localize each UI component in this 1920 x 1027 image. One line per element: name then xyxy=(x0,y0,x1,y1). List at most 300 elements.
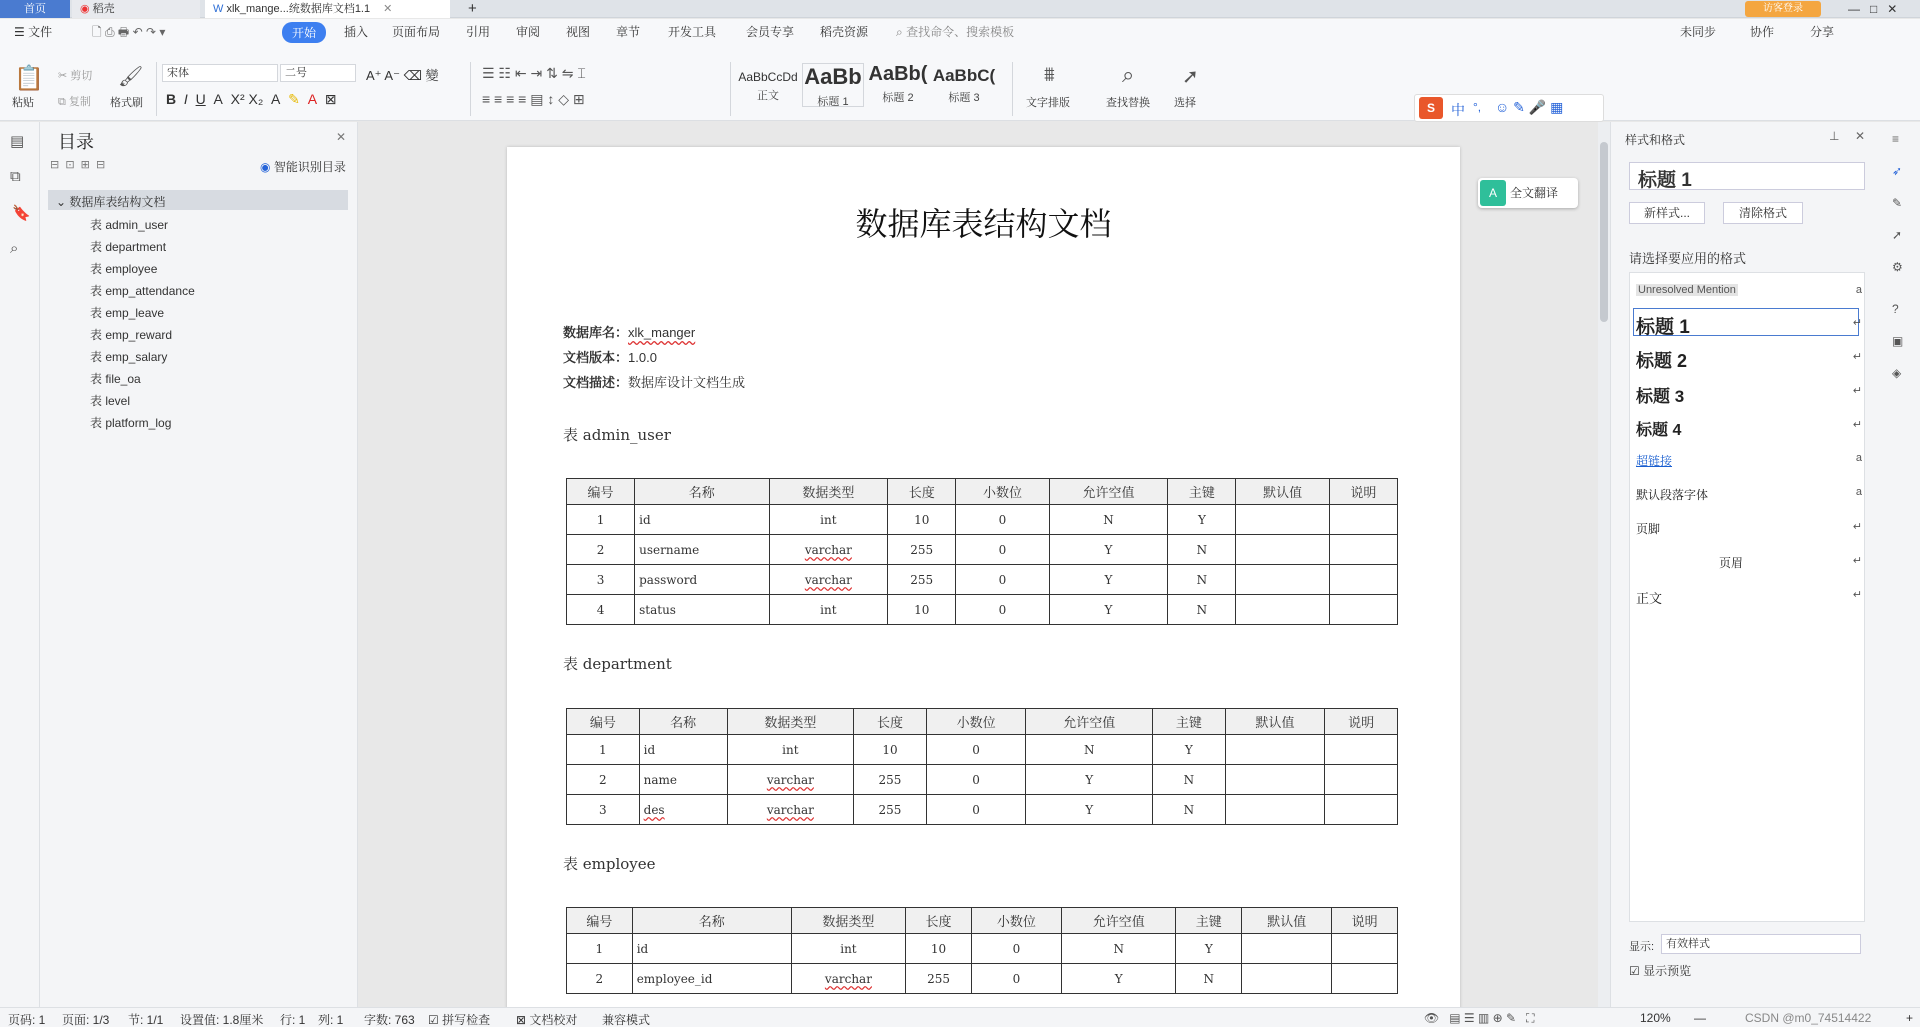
font-size-select[interactable]: 二号 xyxy=(280,64,356,82)
table-cell[interactable]: N xyxy=(1168,595,1236,625)
table-row[interactable] xyxy=(567,735,1398,765)
table-row[interactable] xyxy=(567,505,1398,535)
table-cell[interactable]: Y xyxy=(1168,505,1236,535)
table-cell[interactable] xyxy=(791,964,905,994)
table-header-cell: 数据类型 xyxy=(727,709,854,735)
spell-flagged-text: varchar xyxy=(766,802,814,817)
table-cell[interactable]: 4 xyxy=(567,595,635,625)
status-setting: 设置值: 1.8厘米 xyxy=(180,1013,264,1027)
style-item[interactable]: 超链接 xyxy=(1636,454,1673,468)
table-row[interactable] xyxy=(567,565,1398,595)
table-cell[interactable]: 255 xyxy=(854,795,927,825)
style-heading1-preview: AaBb xyxy=(804,64,862,89)
char-icon: a xyxy=(1855,452,1862,464)
watermark: CSDN @m0_74514422 xyxy=(1745,1011,1872,1025)
style-heading3-preview: AaBbC( xyxy=(932,66,996,85)
spell-flagged-text: varchar xyxy=(804,572,852,587)
style-heading1-name: 标题 1 xyxy=(817,96,849,108)
table-cell[interactable]: username xyxy=(635,535,769,565)
table-cell[interactable]: 0 xyxy=(971,964,1061,994)
spell-flagged-text: des xyxy=(643,802,665,817)
table-cell[interactable]: N xyxy=(1168,565,1236,595)
tab-daoke[interactable] xyxy=(72,0,200,18)
table-header-cell: 主键 xyxy=(1153,709,1226,735)
format-painter-icon: 🖌 xyxy=(118,66,144,88)
close-icon[interactable]: ✕ xyxy=(383,3,393,15)
table-cell[interactable] xyxy=(1242,934,1332,964)
search-box[interactable] xyxy=(896,23,1014,40)
view-mode-icons[interactable]: 👁 ▤ ☰ ▥ ⊕ ✎ ⛶ xyxy=(1424,1011,1535,1025)
menu-resources[interactable]: 稻壳资源 xyxy=(820,25,869,39)
style-item[interactable]: Unresolved Mention xyxy=(1638,284,1736,296)
font-family-select[interactable]: 宋体 xyxy=(162,64,278,82)
show-label: 显示: xyxy=(1629,941,1655,953)
table-cell[interactable] xyxy=(1236,595,1329,625)
divider xyxy=(156,62,157,116)
style-item[interactable]: 默认段落字体 xyxy=(1636,488,1709,502)
status-words[interactable]: 字数: 763 xyxy=(364,1013,415,1027)
table-header-cell: 长度 xyxy=(854,709,927,735)
toc-item[interactable]: 表 employee xyxy=(90,262,158,276)
table-cell[interactable]: 10 xyxy=(906,934,972,964)
show-select[interactable]: 有效样式 xyxy=(1661,934,1861,954)
toc-item[interactable]: 表 emp_salary xyxy=(90,350,168,364)
table-header-cell: 允许空值 xyxy=(1061,908,1175,934)
smart-toc-label: 智能识别目录 xyxy=(273,160,346,174)
toc-icon[interactable]: ▤ xyxy=(10,133,25,150)
close-icon[interactable]: ✕ xyxy=(1855,129,1866,143)
smart-toc-button[interactable] xyxy=(260,158,346,175)
table-cell[interactable]: Y xyxy=(1176,934,1242,964)
table-header-cell: 允许空值 xyxy=(1026,709,1153,735)
table-cell[interactable]: 10 xyxy=(888,595,956,625)
search-icon[interactable]: ⌕ xyxy=(10,240,19,257)
location-icon[interactable]: ◈ xyxy=(1892,366,1902,380)
table-cell[interactable]: 0 xyxy=(926,795,1026,825)
proofread-label: 文档校对 xyxy=(529,1013,578,1027)
table-cell[interactable]: employee_id xyxy=(632,964,791,994)
help-icon[interactable]: ? xyxy=(1892,302,1899,316)
table-cell[interactable]: password xyxy=(635,565,769,595)
right-icon-strip xyxy=(1880,122,1920,1007)
sogou-logo-icon: S xyxy=(1419,97,1443,119)
table-header-cell: 数据类型 xyxy=(791,908,905,934)
table-department[interactable] xyxy=(566,708,1398,825)
spell-flagged-text: varchar xyxy=(766,772,814,787)
toc-root-label: ⌄ 数据库表结构文档 xyxy=(56,195,166,209)
table-cell[interactable]: name xyxy=(639,765,727,795)
char-icon: a xyxy=(1855,284,1862,296)
paste-button[interactable]: 粘贴 xyxy=(12,97,34,109)
find-replace-button[interactable]: 查找替换 xyxy=(1106,97,1150,109)
return-icon: ↵ xyxy=(1852,521,1862,533)
close-icon[interactable]: ✕ xyxy=(336,130,347,144)
preview-label: 显示预览 xyxy=(1643,964,1692,978)
table-header-cell: 编号 xyxy=(567,479,635,505)
copy-button[interactable]: ⧉ 复制 xyxy=(58,96,91,108)
style-item[interactable]: 正文 xyxy=(1636,591,1663,606)
table-row[interactable] xyxy=(567,595,1398,625)
table-cell[interactable]: 1 xyxy=(567,735,640,765)
ime-punctuation[interactable]: °, xyxy=(1473,100,1482,114)
menu-member[interactable]: 会员专享 xyxy=(746,25,795,39)
table-cell[interactable]: 255 xyxy=(854,765,927,795)
status-page: 页码: 1 xyxy=(8,1013,46,1027)
style-heading3[interactable] xyxy=(932,66,996,110)
table-header-row xyxy=(567,908,1398,934)
menu-file-label: 文件 xyxy=(28,25,53,39)
meta-value: xlk_manger xyxy=(628,325,696,340)
style-item[interactable]: 标题 3 xyxy=(1636,387,1685,406)
copy-label: 复制 xyxy=(68,96,91,108)
pin-icon[interactable]: ⊥ xyxy=(1829,129,1840,143)
spell-flagged-text: varchar xyxy=(804,542,852,557)
table-cell[interactable]: N xyxy=(1176,964,1242,994)
table-cell[interactable]: 0 xyxy=(956,505,1049,535)
table-cell[interactable] xyxy=(727,765,854,795)
spell-check-button[interactable]: ☑ 拼写检查 xyxy=(428,1013,491,1027)
smart-icon: ◉ xyxy=(260,160,271,174)
writer-icon: W xyxy=(213,3,224,15)
table-header-cell: 名称 xyxy=(635,479,769,505)
format-painter-button[interactable]: 格式刷 xyxy=(110,97,143,109)
daoke-icon: ◉ xyxy=(80,3,90,15)
menu-reference[interactable]: 引用 xyxy=(466,25,491,39)
style-body-preview: AaBbCcDd xyxy=(738,70,798,84)
table-cell[interactable] xyxy=(1325,765,1398,795)
menu-view[interactable]: 视图 xyxy=(566,25,591,39)
char-icon: a xyxy=(1855,486,1862,498)
preview-checkbox[interactable]: ☑ 显示预览 xyxy=(1629,964,1692,978)
table-cell[interactable]: 255 xyxy=(888,535,956,565)
table-cell[interactable]: 0 xyxy=(956,535,1049,565)
tab-bar xyxy=(0,0,1920,18)
table-cell[interactable] xyxy=(1236,505,1329,535)
table-cell[interactable]: Y xyxy=(1153,735,1226,765)
table-cell[interactable]: 0 xyxy=(956,595,1049,625)
table-cell[interactable]: N xyxy=(1049,505,1168,535)
table-cell[interactable] xyxy=(769,565,888,595)
table-cell[interactable] xyxy=(1225,795,1325,825)
return-icon: ↵ xyxy=(1852,385,1862,397)
toc-item[interactable]: 表 emp_attendance xyxy=(90,284,195,298)
guest-login-button[interactable]: 访客登录 xyxy=(1745,1,1821,17)
text-layout-icon: ⩩ xyxy=(1044,64,1055,86)
style-heading2-name: 标题 2 xyxy=(882,92,914,104)
table-heading: 表 admin_user xyxy=(563,426,671,444)
table-cell[interactable] xyxy=(639,795,727,825)
table-row[interactable] xyxy=(567,535,1398,565)
menu-chapter[interactable]: 章节 xyxy=(616,25,641,39)
table-cell[interactable]: int xyxy=(769,505,888,535)
ime-tools-icons[interactable]: ☺ ✎ 🎤 ▦ xyxy=(1495,99,1564,115)
toc-item[interactable]: 表 department xyxy=(90,240,167,254)
tab-document-label: xlk_mange...统数据库文档1.1 xyxy=(226,3,371,15)
style-item[interactable]: 页脚 xyxy=(1636,522,1661,536)
menu-insert[interactable]: 插入 xyxy=(344,25,369,39)
menu-file[interactable]: ☰ 文件 xyxy=(14,25,53,39)
table-cell[interactable]: 255 xyxy=(906,964,972,994)
align-tools[interactable]: ≡ ≡ ≡ ≡ ▤ ↕ ◇ ⊞ xyxy=(482,91,585,107)
zoom-in-button[interactable]: + xyxy=(1906,1011,1914,1025)
table-header-cell: 主键 xyxy=(1176,908,1242,934)
table-cell[interactable]: 1 xyxy=(567,934,633,964)
document-page[interactable] xyxy=(507,147,1460,1027)
table-cell[interactable]: 3 xyxy=(567,565,635,595)
ime-toolbar[interactable] xyxy=(1414,94,1604,122)
document-title: 数据库表结构文档 xyxy=(855,205,1112,243)
table-cell[interactable]: 0 xyxy=(926,735,1026,765)
table-cell[interactable]: N xyxy=(1061,934,1175,964)
table-header-cell: 小数位 xyxy=(926,709,1026,735)
meta-value: 数据库设计文档生成 xyxy=(628,375,746,390)
table-header-cell: 默认值 xyxy=(1242,908,1332,934)
paste-icon: 📋 xyxy=(14,65,44,92)
translate-icon: A xyxy=(1480,180,1506,206)
zoom-level[interactable]: 120% xyxy=(1640,1011,1671,1025)
table-header-cell: 数据类型 xyxy=(769,479,888,505)
style-item[interactable]: 标题 1 xyxy=(1636,317,1690,338)
scrollbar-thumb[interactable] xyxy=(1600,142,1608,322)
table-heading: 表 department xyxy=(563,655,672,673)
clear-format-button[interactable]: 清除格式 xyxy=(1723,202,1803,224)
table-cell[interactable]: 1 xyxy=(567,505,635,535)
table-header-cell: 小数位 xyxy=(956,479,1049,505)
divider xyxy=(470,62,471,116)
table-cell[interactable] xyxy=(769,535,888,565)
table-cell[interactable] xyxy=(1325,795,1398,825)
table-cell[interactable]: status xyxy=(635,595,769,625)
font-style-tools[interactable]: B I U A X² X₂ A ✎ A ⊠ xyxy=(166,91,337,107)
table-cell[interactable]: N xyxy=(1153,765,1226,795)
table-cell[interactable]: Y xyxy=(1026,765,1153,795)
cut-label: 剪切 xyxy=(70,70,93,82)
table-cell[interactable] xyxy=(1332,964,1398,994)
search-placeholder: 查找命令、搜索模板 xyxy=(906,25,1015,39)
table-header-cell: 说明 xyxy=(1329,479,1397,505)
translate-label: 全文翻译 xyxy=(1510,186,1559,200)
status-col: 列: 1 xyxy=(318,1013,344,1027)
style-item[interactable]: 标题 2 xyxy=(1636,351,1688,371)
style-heading3-name: 标题 3 xyxy=(948,92,980,104)
current-style-select[interactable]: 标题 1 xyxy=(1629,162,1865,190)
style-item[interactable]: 页眉 xyxy=(1719,556,1744,570)
table-cell[interactable] xyxy=(1236,535,1329,565)
menu-review[interactable]: 审阅 xyxy=(516,25,541,39)
table-cell[interactable] xyxy=(1329,565,1397,595)
spell-check-label: 拼写检查 xyxy=(442,1013,491,1027)
table-cell[interactable] xyxy=(1329,505,1397,535)
table-cell[interactable]: 3 xyxy=(567,795,640,825)
cursor-icon: ➚ xyxy=(1182,66,1199,88)
table-cell[interactable]: 10 xyxy=(888,505,956,535)
table-cell[interactable]: Y xyxy=(1049,535,1168,565)
table-row[interactable] xyxy=(567,795,1398,825)
style-item[interactable]: 标题 4 xyxy=(1636,422,1682,439)
table-cell[interactable]: 2 xyxy=(567,964,633,994)
style-edit-icon[interactable]: ✎ xyxy=(1892,196,1903,210)
table-row[interactable] xyxy=(567,934,1398,964)
meta-description xyxy=(563,372,745,391)
meta-key: 数据库名： xyxy=(563,325,629,340)
table-cell[interactable]: Y xyxy=(1026,795,1153,825)
table-header-cell: 说明 xyxy=(1325,709,1398,735)
toc-title: 目录 xyxy=(58,132,94,152)
table-header-cell: 允许空值 xyxy=(1049,479,1168,505)
table-cell[interactable]: N xyxy=(1168,535,1236,565)
toc-item[interactable]: 表 emp_reward xyxy=(90,328,173,342)
table-cell[interactable]: Y xyxy=(1061,964,1175,994)
new-style-button[interactable]: 新样式... xyxy=(1629,202,1705,224)
table-cell[interactable] xyxy=(727,795,854,825)
collaborate-button[interactable]: 协作 xyxy=(1750,25,1775,39)
table-header-row xyxy=(567,479,1398,505)
return-icon: ↵ xyxy=(1852,317,1862,329)
styles-panel xyxy=(1610,122,1880,1007)
table-cell[interactable]: 0 xyxy=(956,565,1049,595)
table-cell[interactable] xyxy=(1329,595,1397,625)
ime-mode[interactable]: 中 xyxy=(1451,102,1465,118)
menu-bar xyxy=(0,19,1920,43)
font-size-tools[interactable]: A⁺ A⁻ ⌫ 變 xyxy=(366,68,439,83)
settings-icon[interactable]: ⚙ xyxy=(1892,260,1903,274)
table-cell[interactable]: 2 xyxy=(567,535,635,565)
table-employee[interactable] xyxy=(566,907,1398,994)
tab-daoke-label: 稻壳 xyxy=(92,3,115,15)
toc-tools[interactable]: ⊟ ⊡ ⊞ ⊟ xyxy=(50,159,106,171)
table-cell[interactable] xyxy=(1236,565,1329,595)
vertical-scrollbar[interactable] xyxy=(1598,122,1610,1007)
divider xyxy=(1012,62,1013,116)
table-cell[interactable] xyxy=(1332,934,1398,964)
style-heading2[interactable] xyxy=(866,63,930,107)
table-cell[interactable]: N xyxy=(1026,735,1153,765)
table-row[interactable] xyxy=(567,765,1398,795)
style-body[interactable] xyxy=(736,70,800,114)
styles-panel-title: 样式和格式 xyxy=(1625,133,1686,147)
meta-key: 文档描述： xyxy=(563,375,629,390)
style-heading1[interactable] xyxy=(802,63,864,107)
table-cell[interactable]: 2 xyxy=(567,765,640,795)
table-cell[interactable] xyxy=(1225,765,1325,795)
image-icon[interactable]: ▣ xyxy=(1892,334,1904,348)
table-cell[interactable] xyxy=(1325,735,1398,765)
sync-status[interactable]: 未同步 xyxy=(1680,25,1717,39)
toc-item[interactable]: 表 platform_log xyxy=(90,416,172,430)
table-cell[interactable]: 255 xyxy=(888,565,956,595)
table-header-cell: 默认值 xyxy=(1236,479,1329,505)
table-cell[interactable]: id xyxy=(632,934,791,964)
proofread-button[interactable]: ⊠ 文档校对 xyxy=(516,1013,578,1027)
share-button[interactable]: 分享 xyxy=(1810,25,1835,39)
return-icon: ↵ xyxy=(1852,351,1862,363)
table-header-cell: 主键 xyxy=(1168,479,1236,505)
translate-button[interactable] xyxy=(1478,178,1578,208)
style-prompt: 请选择要应用的格式 xyxy=(1629,251,1747,266)
table-header-cell: 名称 xyxy=(639,709,727,735)
quick-access-icons[interactable]: 🗋 ⎙ 🖶 ↶ ↷ ▾ xyxy=(92,25,166,39)
search-icon: ⌕ xyxy=(896,25,903,39)
bookmark-icon[interactable]: 🔖 xyxy=(12,205,31,222)
table-cell[interactable]: Y xyxy=(1049,565,1168,595)
table-header-cell: 长度 xyxy=(888,479,956,505)
menu-layout[interactable]: 页面布局 xyxy=(392,25,441,39)
table-cell[interactable]: 0 xyxy=(971,934,1061,964)
toc-item[interactable]: 表 admin_user xyxy=(90,218,169,232)
tab-document[interactable] xyxy=(205,0,450,18)
navigation-icon[interactable]: ⧉ xyxy=(10,168,21,185)
table-cell[interactable]: int xyxy=(791,934,905,964)
zoom-out-button[interactable]: — xyxy=(1694,1011,1706,1025)
toc-item[interactable]: 表 level xyxy=(90,394,131,408)
table-header-row xyxy=(567,709,1398,735)
text-layout-button[interactable]: 文字排版 xyxy=(1026,97,1070,109)
table-cell[interactable] xyxy=(1329,535,1397,565)
toc-root-text: 数据库表结构文档 xyxy=(69,195,166,209)
spell-flagged-text: varchar xyxy=(824,971,872,986)
table-header-cell: 长度 xyxy=(906,908,972,934)
table-cell[interactable]: N xyxy=(1153,795,1226,825)
table-cell[interactable]: int xyxy=(727,735,854,765)
menu-start[interactable]: 开始 xyxy=(282,22,326,43)
table-admin-user[interactable] xyxy=(566,478,1398,625)
table-cell[interactable] xyxy=(1242,964,1332,994)
meta-value: 1.0.0 xyxy=(628,350,657,365)
cut-button[interactable]: ✂ 剪切 xyxy=(58,70,93,82)
style-heading2-preview: AaBb( xyxy=(868,63,928,85)
table-cell[interactable]: id xyxy=(639,735,727,765)
menu-icon[interactable]: ≡ xyxy=(1892,132,1900,146)
status-bar xyxy=(0,1007,1920,1027)
rocket-icon[interactable]: ➶ xyxy=(1892,164,1903,178)
compat-mode: 兼容模式 xyxy=(602,1013,651,1027)
tab-home[interactable]: 首页 xyxy=(0,0,70,18)
table-header-cell: 小数位 xyxy=(971,908,1061,934)
style-body-name: 正文 xyxy=(757,90,779,102)
table-header-cell: 编号 xyxy=(567,709,640,735)
new-tab-button[interactable]: + xyxy=(468,0,477,17)
return-icon: ↵ xyxy=(1852,419,1862,431)
menu-devtools[interactable]: 开发工具 xyxy=(668,25,717,39)
table-cell[interactable]: 0 xyxy=(926,765,1026,795)
toc-panel xyxy=(40,122,358,1007)
table-heading: 表 employee xyxy=(563,855,656,873)
table-row[interactable] xyxy=(567,964,1398,994)
table-header-cell: 名称 xyxy=(632,908,791,934)
table-header-cell: 说明 xyxy=(1332,908,1398,934)
table-cell[interactable]: int xyxy=(769,595,888,625)
window-controls[interactable]: — □ ✕ xyxy=(1848,2,1898,16)
table-cell[interactable] xyxy=(1225,735,1325,765)
select-button[interactable]: 选择 xyxy=(1174,97,1196,109)
status-row: 行: 1 xyxy=(280,1013,306,1027)
list-tools[interactable]: ☰ ☷ ⇤ ⇥ ⇅ ⇋ ⌶ xyxy=(482,65,586,81)
select-icon[interactable]: ➚ xyxy=(1892,228,1903,242)
toc-item[interactable]: 表 emp_leave xyxy=(90,306,165,320)
status-pages[interactable]: 页面: 1/3 xyxy=(62,1013,110,1027)
find-icon: ⌕ xyxy=(1122,62,1135,87)
return-icon: ↵ xyxy=(1852,555,1862,567)
return-icon: ↵ xyxy=(1852,589,1862,601)
table-cell[interactable]: 10 xyxy=(854,735,927,765)
table-cell[interactable]: id xyxy=(635,505,769,535)
divider xyxy=(730,62,731,116)
toc-item[interactable]: 表 file_oa xyxy=(90,372,141,386)
left-icon-strip xyxy=(0,122,40,1007)
table-cell[interactable]: Y xyxy=(1049,595,1168,625)
meta-database xyxy=(563,322,695,341)
meta-key: 文档版本： xyxy=(563,350,629,365)
